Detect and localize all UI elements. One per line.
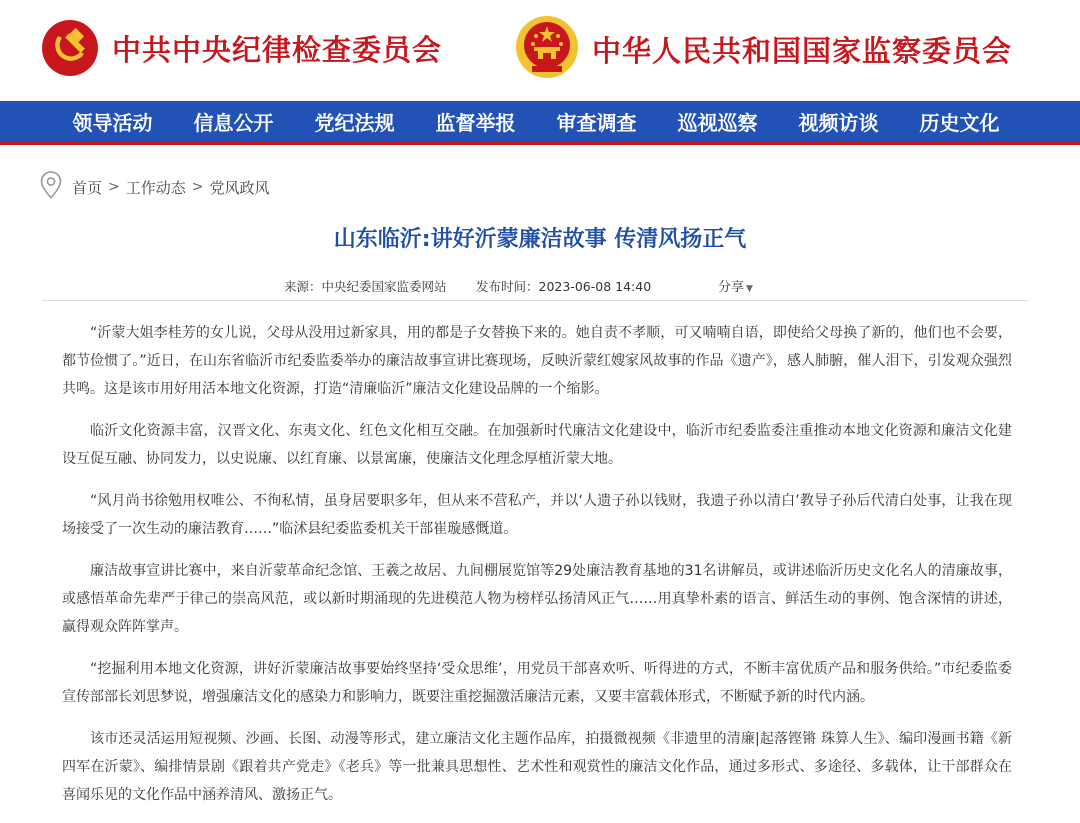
article-publish-time: 发布时间：2023-06-08 14:40 bbox=[476, 279, 652, 294]
article-title: 山东临沂:讲好沂蒙廉洁故事 传清风扬正气 bbox=[333, 227, 747, 252]
nav-item-disclosure[interactable]: 信息公开 bbox=[193, 110, 274, 135]
caret-down-icon: ▼ bbox=[746, 284, 753, 294]
breadcrumb-conduct[interactable]: 党风政风 bbox=[209, 178, 270, 197]
nsc-brand[interactable] bbox=[514, 14, 1012, 84]
party-emblem-icon bbox=[40, 14, 100, 82]
main-nav bbox=[0, 101, 1080, 141]
nav-item-leadership[interactable]: 领导活动 bbox=[72, 110, 153, 135]
breadcrumb bbox=[40, 172, 270, 202]
share-label: 分享 bbox=[718, 280, 745, 295]
share-button[interactable] bbox=[718, 276, 753, 295]
nav-divider bbox=[0, 141, 1080, 145]
article-paragraph: 该市还灵活运用短视频、沙画、长图、动漫等形式，建立廉洁文化主题作品库，拍摄微视频《非遗里的清廉|起落铿锵 珠算人生》、编印漫画书籍《新四军在沂蒙》、编排情景剧《跟着共产党走》《老兵》等一批兼具思想性、艺术性和观赏性的廉洁文化作品，通过多形式、多途径、多载体，让干部群众在喜闻乐见的文化作品中涵养清风、激扬正气。 bbox=[62, 731, 1012, 803]
article-paragraph: “风月尚书徐勉用权唯公、不徇私情，虽身居要职多年，但从来不营私产，并以‘人遗子孙以钱财，我遗子孙以清白’教导子孙后代清白处事，让我在现场接受了一次生动的廉洁教育……”临沭县纪委监委机关干部崔璇感慨道。 bbox=[62, 493, 1012, 537]
breadcrumb-separator: > bbox=[191, 179, 204, 195]
ccdi-title: 中共中央纪律检查委员会 bbox=[112, 32, 443, 67]
article-paragraph: 临沂文化资源丰富，汉晋文化、东夷文化、红色文化相互交融。在加强新时代廉洁文化建设中，临沂市纪委监委注重推动本地文化资源和廉洁文化建设互促互融、协同发力，以史说廉、以红育廉、以景寓廉，使廉洁文化理念厚植沂蒙大地。 bbox=[62, 423, 1012, 467]
national-emblem-icon bbox=[514, 14, 580, 84]
nav-item-regulations[interactable]: 党纪法规 bbox=[314, 110, 395, 135]
article-paragraph: 廉洁故事宣讲比赛中，来自沂蒙革命纪念馆、王羲之故居、九间棚展览馆等29处廉洁教育基地的31名讲解员，或讲述临沂历史文化名人的清廉故事，或感悟革命先辈严于律己的崇高风范，或以新时期涌现的先进模范人物为榜样弘扬清风正气……用真挚朴素的语言、鲜活生动的事例、饱含深情的讲述，赢得观众阵阵掌声。 bbox=[62, 563, 1012, 635]
nsc-title: 中华人民共和国国家监察委员会 bbox=[592, 33, 1013, 68]
nav-item-inspection[interactable]: 巡视巡察 bbox=[677, 110, 758, 135]
meta-divider bbox=[42, 300, 1028, 301]
site-header bbox=[0, 0, 1080, 101]
article-body bbox=[62, 319, 1012, 823]
ccdi-brand[interactable] bbox=[40, 14, 442, 82]
breadcrumb-separator: > bbox=[108, 179, 120, 195]
nav-item-report[interactable]: 监督举报 bbox=[435, 110, 516, 135]
article-meta bbox=[0, 273, 1080, 295]
nav-item-investigation[interactable]: 审查调查 bbox=[556, 110, 637, 135]
article-paragraph: “挖掘利用本地文化资源，讲好沂蒙廉洁故事要始终坚持‘受众思维’，用党员干部喜欢听、听得进的方式，不断丰富优质产品和服务供给。”市纪委监委宣传部部长刘思梦说，增强廉洁文化的感染力和影响力，既要注重挖掘激活廉洁元素，又要丰富载体形式，不断赋予新的时代内涵。 bbox=[62, 661, 1012, 705]
location-pin-icon bbox=[40, 171, 62, 203]
nav-item-video[interactable]: 视频访谈 bbox=[798, 110, 879, 135]
nav-item-history[interactable]: 历史文化 bbox=[919, 110, 1000, 135]
breadcrumb-work-news[interactable]: 工作动态 bbox=[125, 178, 186, 197]
article-source: 来源：中央纪委国家监委网站 bbox=[284, 279, 447, 294]
breadcrumb-home[interactable]: 首页 bbox=[72, 178, 103, 197]
article-paragraph: “沂蒙大姐李桂芳的女儿说，父母从没用过新家具，用的都是子女替换下来的。她自责不孝顺，可又喃喃自语，即使给父母换了新的，他们也不会要，都节俭惯了。”近日，在山东省临沂市纪委监委举办的廉洁故事宣讲比赛现场，反映沂蒙红嫂家风故事的作品《遗产》，感人肺腑，催人泪下，引发观众强烈共鸣。这是该市用好用活本地文化资源，打造“清廉临沂”廉洁文化建设品牌的一个缩影。 bbox=[62, 325, 1012, 397]
